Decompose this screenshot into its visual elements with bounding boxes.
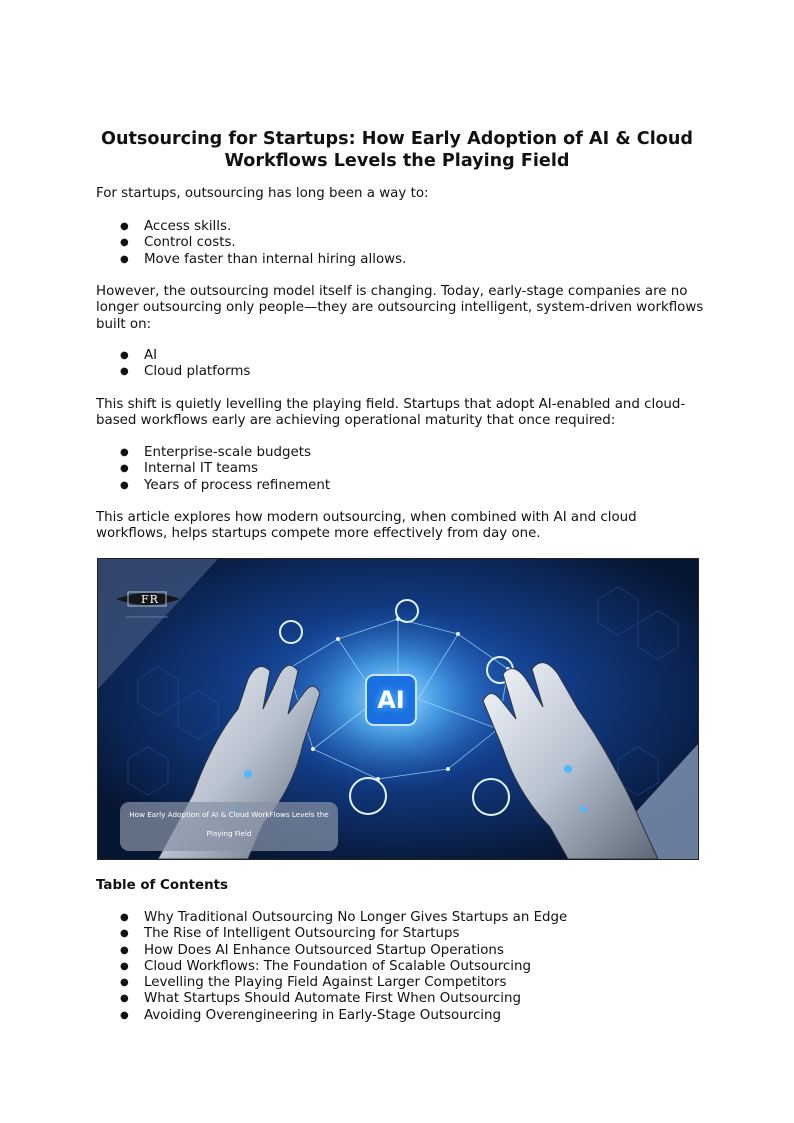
workflow-basis-list <box>96 348 250 381</box>
hero-caption <box>120 802 338 851</box>
hero-caption-line: How Early Adoption of AI & Cloud WorkFlows Levels the <box>129 810 329 819</box>
bullet-icon: ● <box>120 221 129 232</box>
requirements-list <box>96 445 330 494</box>
bullet-icon: ● <box>120 253 129 265</box>
bullet-icon: ● <box>120 912 129 923</box>
bullet-icon: ● <box>120 993 129 1005</box>
bullet-icon: ● <box>120 944 129 956</box>
page-title: Outsourcing for Startups: How Early Adoption of AI & Cloud Workflows Levels the Playing Field <box>101 129 693 171</box>
toc-heading: Table of Contents <box>96 878 228 893</box>
bullet-icon: ● <box>120 977 129 989</box>
changing-model-paragraph: However, the outsourcing model itself is changing. Today, early-stage companies are no longer outsourcing only people—they are outsourcing intelligent, system-driven workflows built on: <box>96 284 704 332</box>
article-scope-paragraph: This article explores how modern outsourcing, when combined with AI and cloud workflows, helps startups compete more effectively from day one. <box>96 510 637 542</box>
intro-paragraph: For startups, outsourcing has long been a way to: <box>96 186 429 201</box>
list-item: ● Enterprise-scale budgets <box>120 445 311 460</box>
toc-item[interactable]: ● Avoiding Overengineering in Early-Stage Outsourcing <box>120 1007 502 1023</box>
toc-item[interactable]: ● The Rise of Intelligent Outsourcing for Startups <box>120 926 460 942</box>
list-item: ● Cloud platforms <box>120 364 251 380</box>
levelling-paragraph: This shift is quietly levelling the playing field. Startups that adopt AI-enabled and cloud-based workflows early are achieving operational maturity that once required: <box>96 397 686 429</box>
bullet-icon: ● <box>120 928 129 940</box>
hero-image <box>97 558 699 860</box>
toc-item[interactable]: ● Levelling the Playing Field Against Larger Competitors <box>120 975 507 991</box>
bullet-icon: ● <box>120 463 129 475</box>
list-item: ● Years of process refinement <box>120 477 331 493</box>
bullet-icon: ● <box>120 447 129 458</box>
toc-item[interactable]: ● How Does AI Enhance Outsourced Startup Operations <box>120 942 504 958</box>
bullet-icon: ● <box>120 237 129 249</box>
bullet-icon: ● <box>120 1009 129 1021</box>
bullet-icon: ● <box>120 960 129 972</box>
intro-list <box>96 219 406 268</box>
list-item: ● Internal IT teams <box>120 461 258 477</box>
logo-text: FR <box>141 593 159 606</box>
bullet-icon: ● <box>120 350 129 361</box>
table-of-contents <box>96 910 567 1024</box>
list-item: ● Access skills. <box>120 219 232 234</box>
list-item: ● Move faster than internal hiring allows. <box>120 251 407 267</box>
bullet-icon: ● <box>120 479 129 491</box>
toc-item[interactable]: ● Why Traditional Outsourcing No Longer Gives Startups an Edge <box>120 910 568 925</box>
bullet-icon: ● <box>120 366 129 378</box>
hero-caption-line: Playing Field <box>206 829 252 838</box>
ai-chip-label: AI <box>377 686 405 714</box>
toc-item[interactable]: ● Cloud Workflows: The Foundation of Scalable Outsourcing <box>120 958 531 974</box>
list-item: ● AI <box>120 348 158 363</box>
list-item: ● Control costs. <box>120 235 236 251</box>
toc-item[interactable]: ● What Startups Should Automate First When Outsourcing <box>120 991 521 1007</box>
